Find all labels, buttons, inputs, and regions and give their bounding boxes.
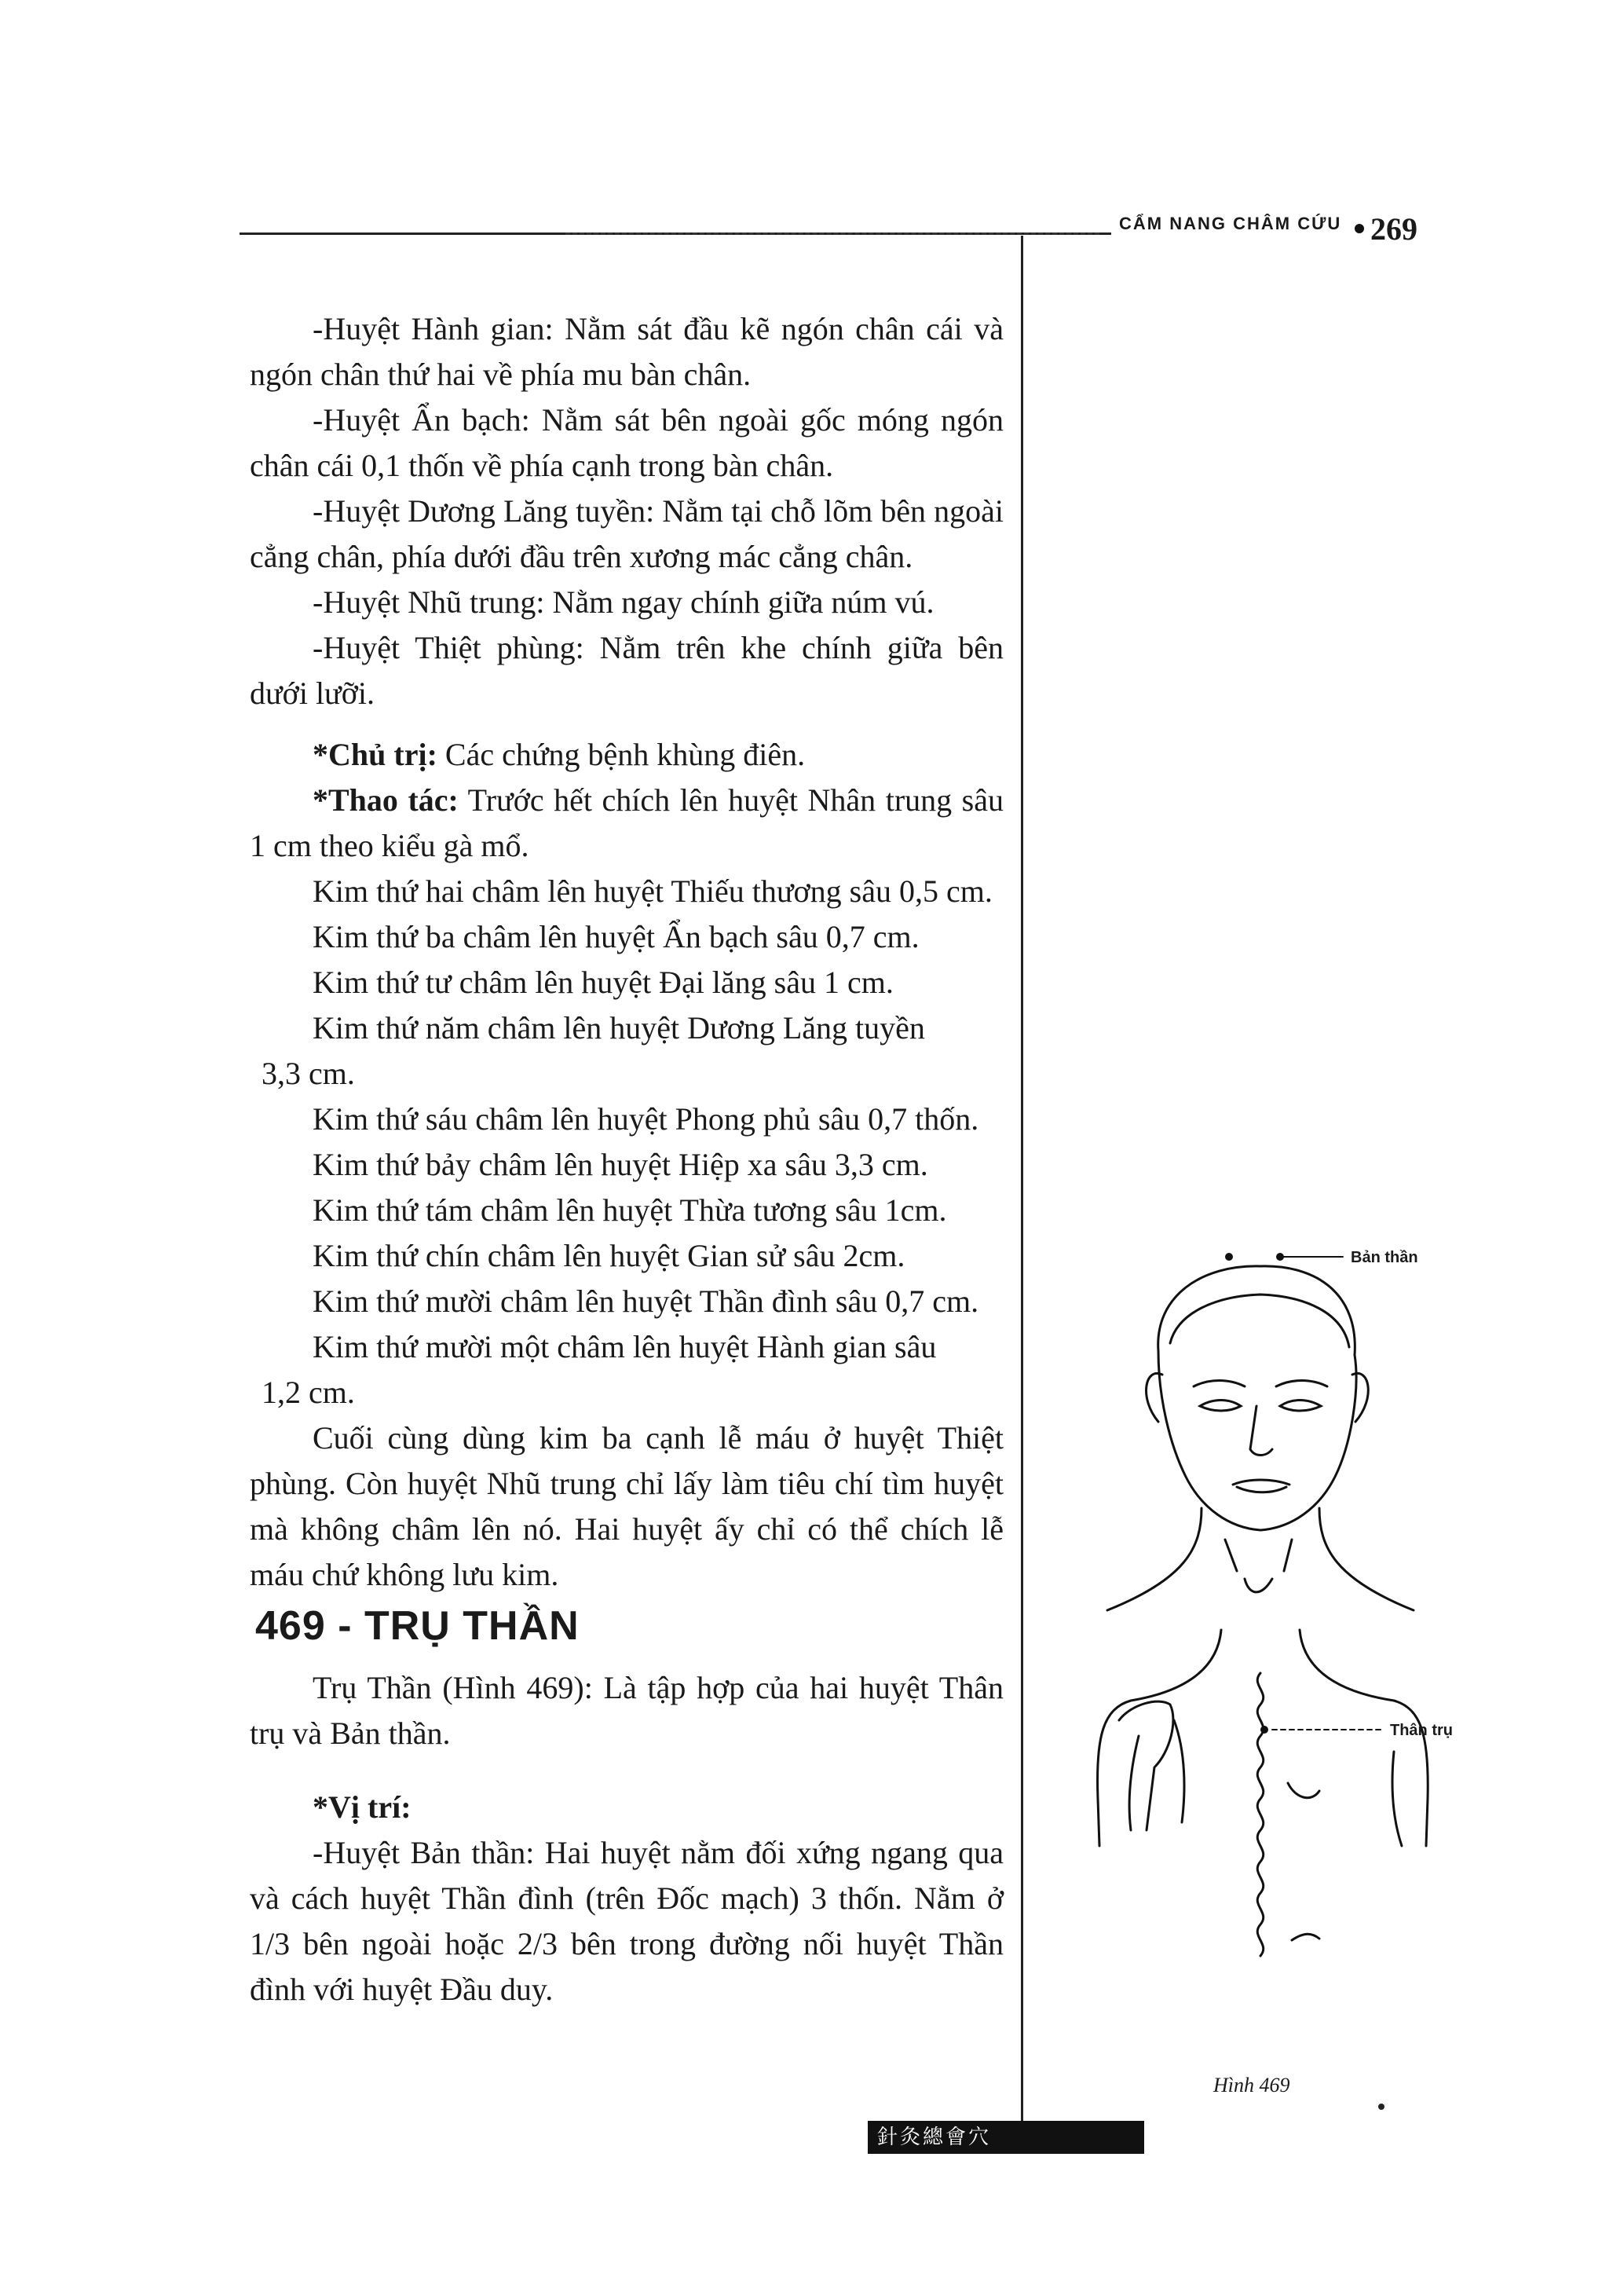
vi-tri-text: -Huyệt Bản thần: Hai huyệt nằm đối xứng ngang qua và cách huyệt Thần đình (trên Đốc mạch) 3 thốn. Nằm ở 1/3 bên ngoài hoặc 2/3 bên trong đường nối huyệt Thần đình với huyệt Đầu duy. <box>250 1835 1004 2007</box>
section-text <box>250 1665 1004 2012</box>
thao-tac-text: Trước hết chích lên huyệt Nhân trung sâu 1 cm theo kiểu gà mổ. <box>250 782 1004 863</box>
step-line: Kim thứ tám châm lên huyệt Thừa tương sâu 1cm. <box>313 1192 947 1228</box>
step-line: Kim thứ hai châm lên huyệt Thiếu thương sâu 0,5 cm. <box>313 873 993 909</box>
closing-paragraph: Cuối cùng dùng kim ba cạnh lễ máu ở huyệt Thiệt phùng. Còn huyệt Nhũ trung chỉ lấy làm tiêu chí tìm huyệt mà không châm lên nó. Hai huyệt ấy chỉ có thể chích lễ máu chứ không lưu kim. <box>250 1420 1004 1592</box>
header-rule-dashed <box>565 233 1099 235</box>
running-title: CẨM NANG CHÂM CỨU <box>1119 214 1342 233</box>
acupoint-marker-than-tru <box>1260 1726 1268 1734</box>
section-heading: 469 - TRỤ THẦN <box>255 1603 580 1649</box>
step-line: Kim thứ chín châm lên huyệt Gian sử sâu 2cm. <box>313 1238 905 1273</box>
thao-tac-label: *Thao tác: <box>313 782 459 818</box>
paragraph: -Huyệt Ẩn bạch: Nằm sát bên ngoài gốc móng ngón chân cái 0,1 thốn về phía cạnh trong bàn chân. <box>250 402 1004 483</box>
column-divider <box>1021 236 1023 2129</box>
vi-tri-label: *Vị trí: <box>313 1789 411 1825</box>
step-line: 3,3 cm. <box>262 1056 355 1091</box>
paragraph: -Huyệt Thiệt phùng: Nằm trên khe chính giữa bên dưới lưỡi. <box>250 630 1004 711</box>
spacer <box>250 716 1004 732</box>
spacer <box>250 1756 1004 1785</box>
thao-tac-paragraph <box>250 778 1004 869</box>
step-line: Kim thứ tư châm lên huyệt Đại lăng sâu 1 cm. <box>313 965 894 1000</box>
step-line: Kim thứ năm châm lên huyệt Dương Lăng tuyền <box>313 1010 925 1045</box>
chu-tri-paragraph <box>250 732 1004 778</box>
label-than-tru: Thân trụ <box>1390 1722 1453 1739</box>
scan-speck <box>1378 2104 1384 2110</box>
step-line: Kim thứ ba châm lên huyệt Ẩn bạch sâu 0,7 cm. <box>313 919 920 954</box>
section-intro: Trụ Thần (Hình 469): Là tập hợp của hai huyệt Thân trụ và Bản thần. <box>250 1670 1004 1751</box>
main-text <box>250 306 1004 1598</box>
paragraph: -Huyệt Nhũ trung: Nằm ngay chính giữa núm vú. <box>313 584 935 620</box>
paragraph: -Huyệt Dương Lăng tuyền: Nằm tại chỗ lõm bên ngoài cẳng chân, phía dưới đầu trên xương mác cẳng chân. <box>250 493 1004 574</box>
paragraph: -Huyệt Hành gian: Nằm sát đầu kẽ ngón chân cái và ngón chân thứ hai về phía mu bàn chân. <box>250 311 1004 392</box>
acupoint-marker-ban-than-left <box>1225 1253 1233 1261</box>
page-number: 269 <box>1370 211 1417 247</box>
acupoint-figure <box>1084 1249 1492 2058</box>
acupoint-marker-ban-than-right <box>1276 1253 1284 1261</box>
figure-illustration <box>1084 1249 1492 2058</box>
footer-bar: 針灸總會穴 <box>868 2121 1144 2154</box>
label-ban-than: Bản thần <box>1351 1249 1418 1266</box>
header-bullet <box>1355 224 1364 233</box>
chu-tri-text: Các chứng bệnh khùng điên. <box>437 737 806 772</box>
figure-caption: Hình 469 <box>1213 2074 1290 2096</box>
step-line: Kim thứ mười một châm lên huyệt Hành gian sâu <box>313 1329 937 1364</box>
chu-tri-label: *Chủ trị: <box>313 737 437 772</box>
step-line: Kim thứ bảy châm lên huyệt Hiệp xa sâu 3,3 cm. <box>313 1147 928 1182</box>
step-line: Kim thứ mười châm lên huyệt Thần đình sâu 0,7 cm. <box>313 1283 979 1319</box>
step-line: Kim thứ sáu châm lên huyệt Phong phủ sâu 0,7 thốn. <box>313 1101 979 1137</box>
step-line: 1,2 cm. <box>262 1375 355 1410</box>
